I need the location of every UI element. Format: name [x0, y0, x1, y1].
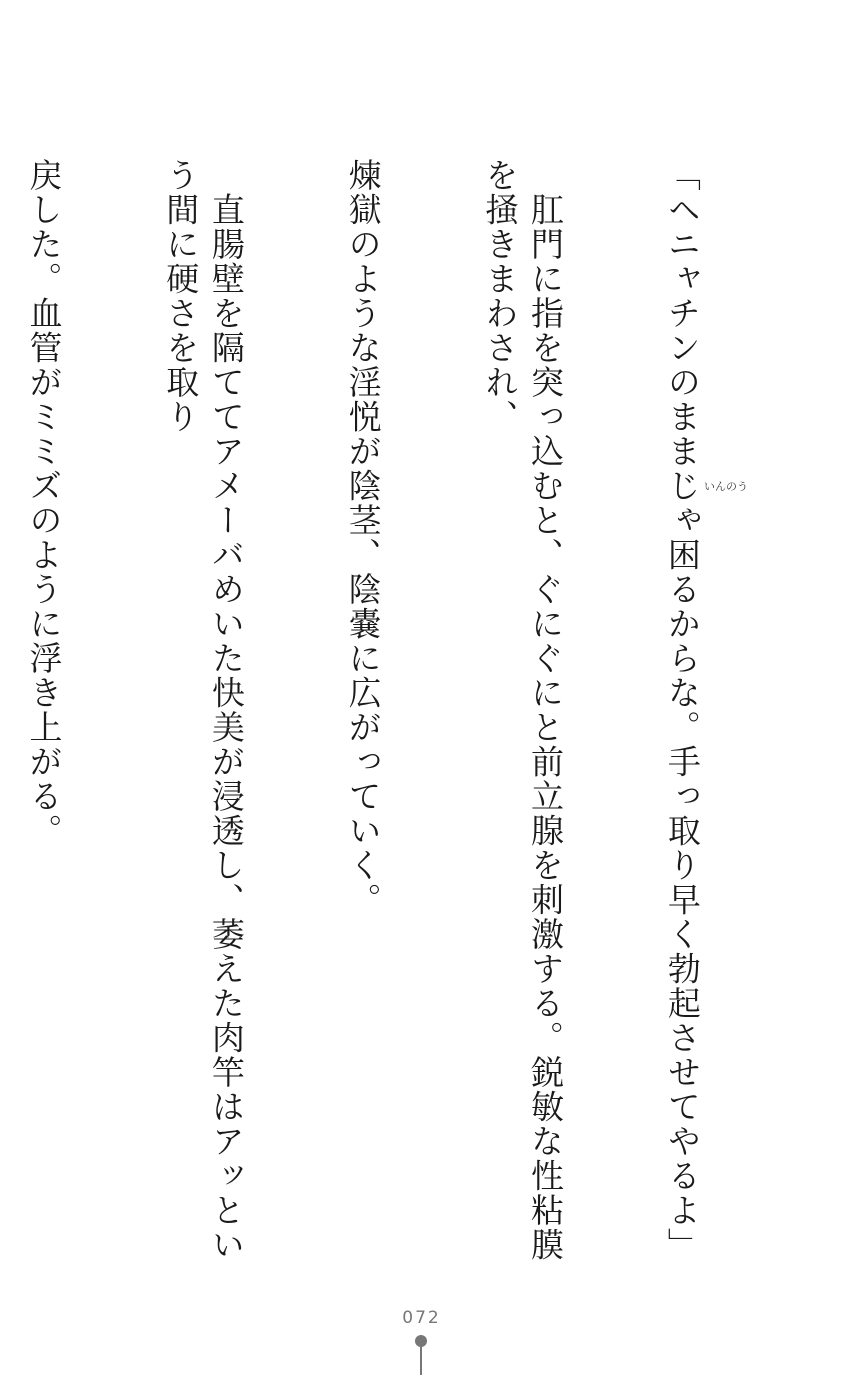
text-line: 「ヘニャチンのままじゃ困るからな。手っ取り早く勃起させてやるよ」: [662, 158, 702, 1262]
text-line: 直腸壁を隔ててアメーバめいた快美が浸透し、萎えた肉竿はアッという間に硬さを取り: [161, 158, 246, 1262]
text-line: 戻した。血管がミミズのように浮き上がる。: [24, 158, 64, 848]
page-marker-line: [420, 1345, 422, 1375]
page-number: 072: [402, 1308, 441, 1328]
ruby-annotation: いんのう: [704, 480, 748, 493]
vertical-text-body: [24, 158, 796, 1268]
text-line: 肛門に指を突っ込むと、ぐにぐにと前立腺を刺激する。鋭敏な性粘膜を掻きまわされ、: [480, 158, 566, 1262]
text-line: 煉獄のような淫悦が陰茎、陰嚢に広がっていく。: [343, 158, 383, 917]
